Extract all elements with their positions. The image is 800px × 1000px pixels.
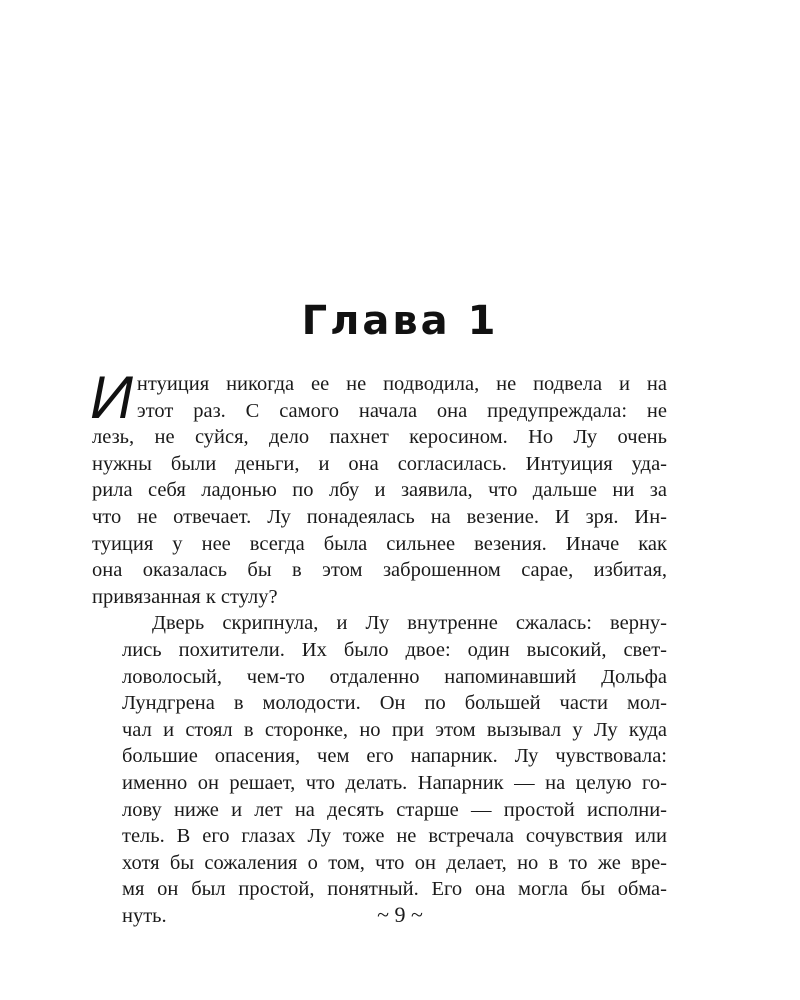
text-line: нужны были деньги, и она согласилась. Интуиция уда- bbox=[92, 452, 667, 475]
paragraph-2 bbox=[92, 610, 667, 929]
text-line: большие опасения, чем его напарник. Лу чувствовала: bbox=[122, 745, 667, 768]
text-line: нтуиция никогда ее не подводила, не подвела и на bbox=[136, 373, 667, 395]
text-line: именно он решает, что делать. Напарник — на целую го- bbox=[122, 771, 667, 794]
chapter-text bbox=[90, 364, 667, 929]
text-line: чал и стоял в сторонке, но при этом вызывал у Лу куда bbox=[122, 718, 667, 741]
text-line: привязанная к стулу? bbox=[92, 585, 278, 608]
text-line: Лундгрена в молодости. Он по большей части мол- bbox=[122, 692, 667, 715]
text-line: лову ниже и лет на десять старше — простой исполни- bbox=[122, 798, 667, 821]
text-line: мя он был простой, понятный. Его она могла бы обма- bbox=[122, 878, 667, 901]
text-line: Дверь скрипнула, и Лу внутренне сжалась: верну- bbox=[152, 612, 667, 635]
text-line: тель. В его глазах Лу тоже не встречала сочувствия или bbox=[122, 825, 667, 848]
text-line: лись похитители. Их было двое: один высокий, свет- bbox=[122, 638, 667, 661]
text-line: туиция у нее всегда была сильнее везения. Иначе как bbox=[92, 532, 667, 555]
page-number: ~ 9 ~ bbox=[377, 902, 423, 927]
text-line: ловолосый, чем-то отдаленно напоминавший Дольфа bbox=[122, 665, 667, 688]
text-line: хотя бы сожаления о том, что он делает, но в то же вре- bbox=[122, 851, 667, 874]
text-line: нуть. bbox=[122, 904, 167, 927]
drop-cap-letter: И bbox=[90, 364, 133, 431]
text-line: что не отвечает. Лу понадеялась на везение. И зря. Ин- bbox=[92, 505, 667, 528]
text-line: она оказалась бы в этом заброшенном сарае, избитая, bbox=[92, 559, 667, 582]
chapter-title: Глава 1 bbox=[301, 298, 499, 344]
text-line: рила себя ладонью по лбу и заявила, что дальше ни за bbox=[92, 479, 667, 502]
text-line: этот раз. С самого начала она предупреждала: не bbox=[136, 399, 667, 422]
text-line: лезь, не суйся, дело пахнет керосином. Но Лу очень bbox=[92, 426, 667, 449]
paragraph-1 bbox=[90, 364, 667, 610]
